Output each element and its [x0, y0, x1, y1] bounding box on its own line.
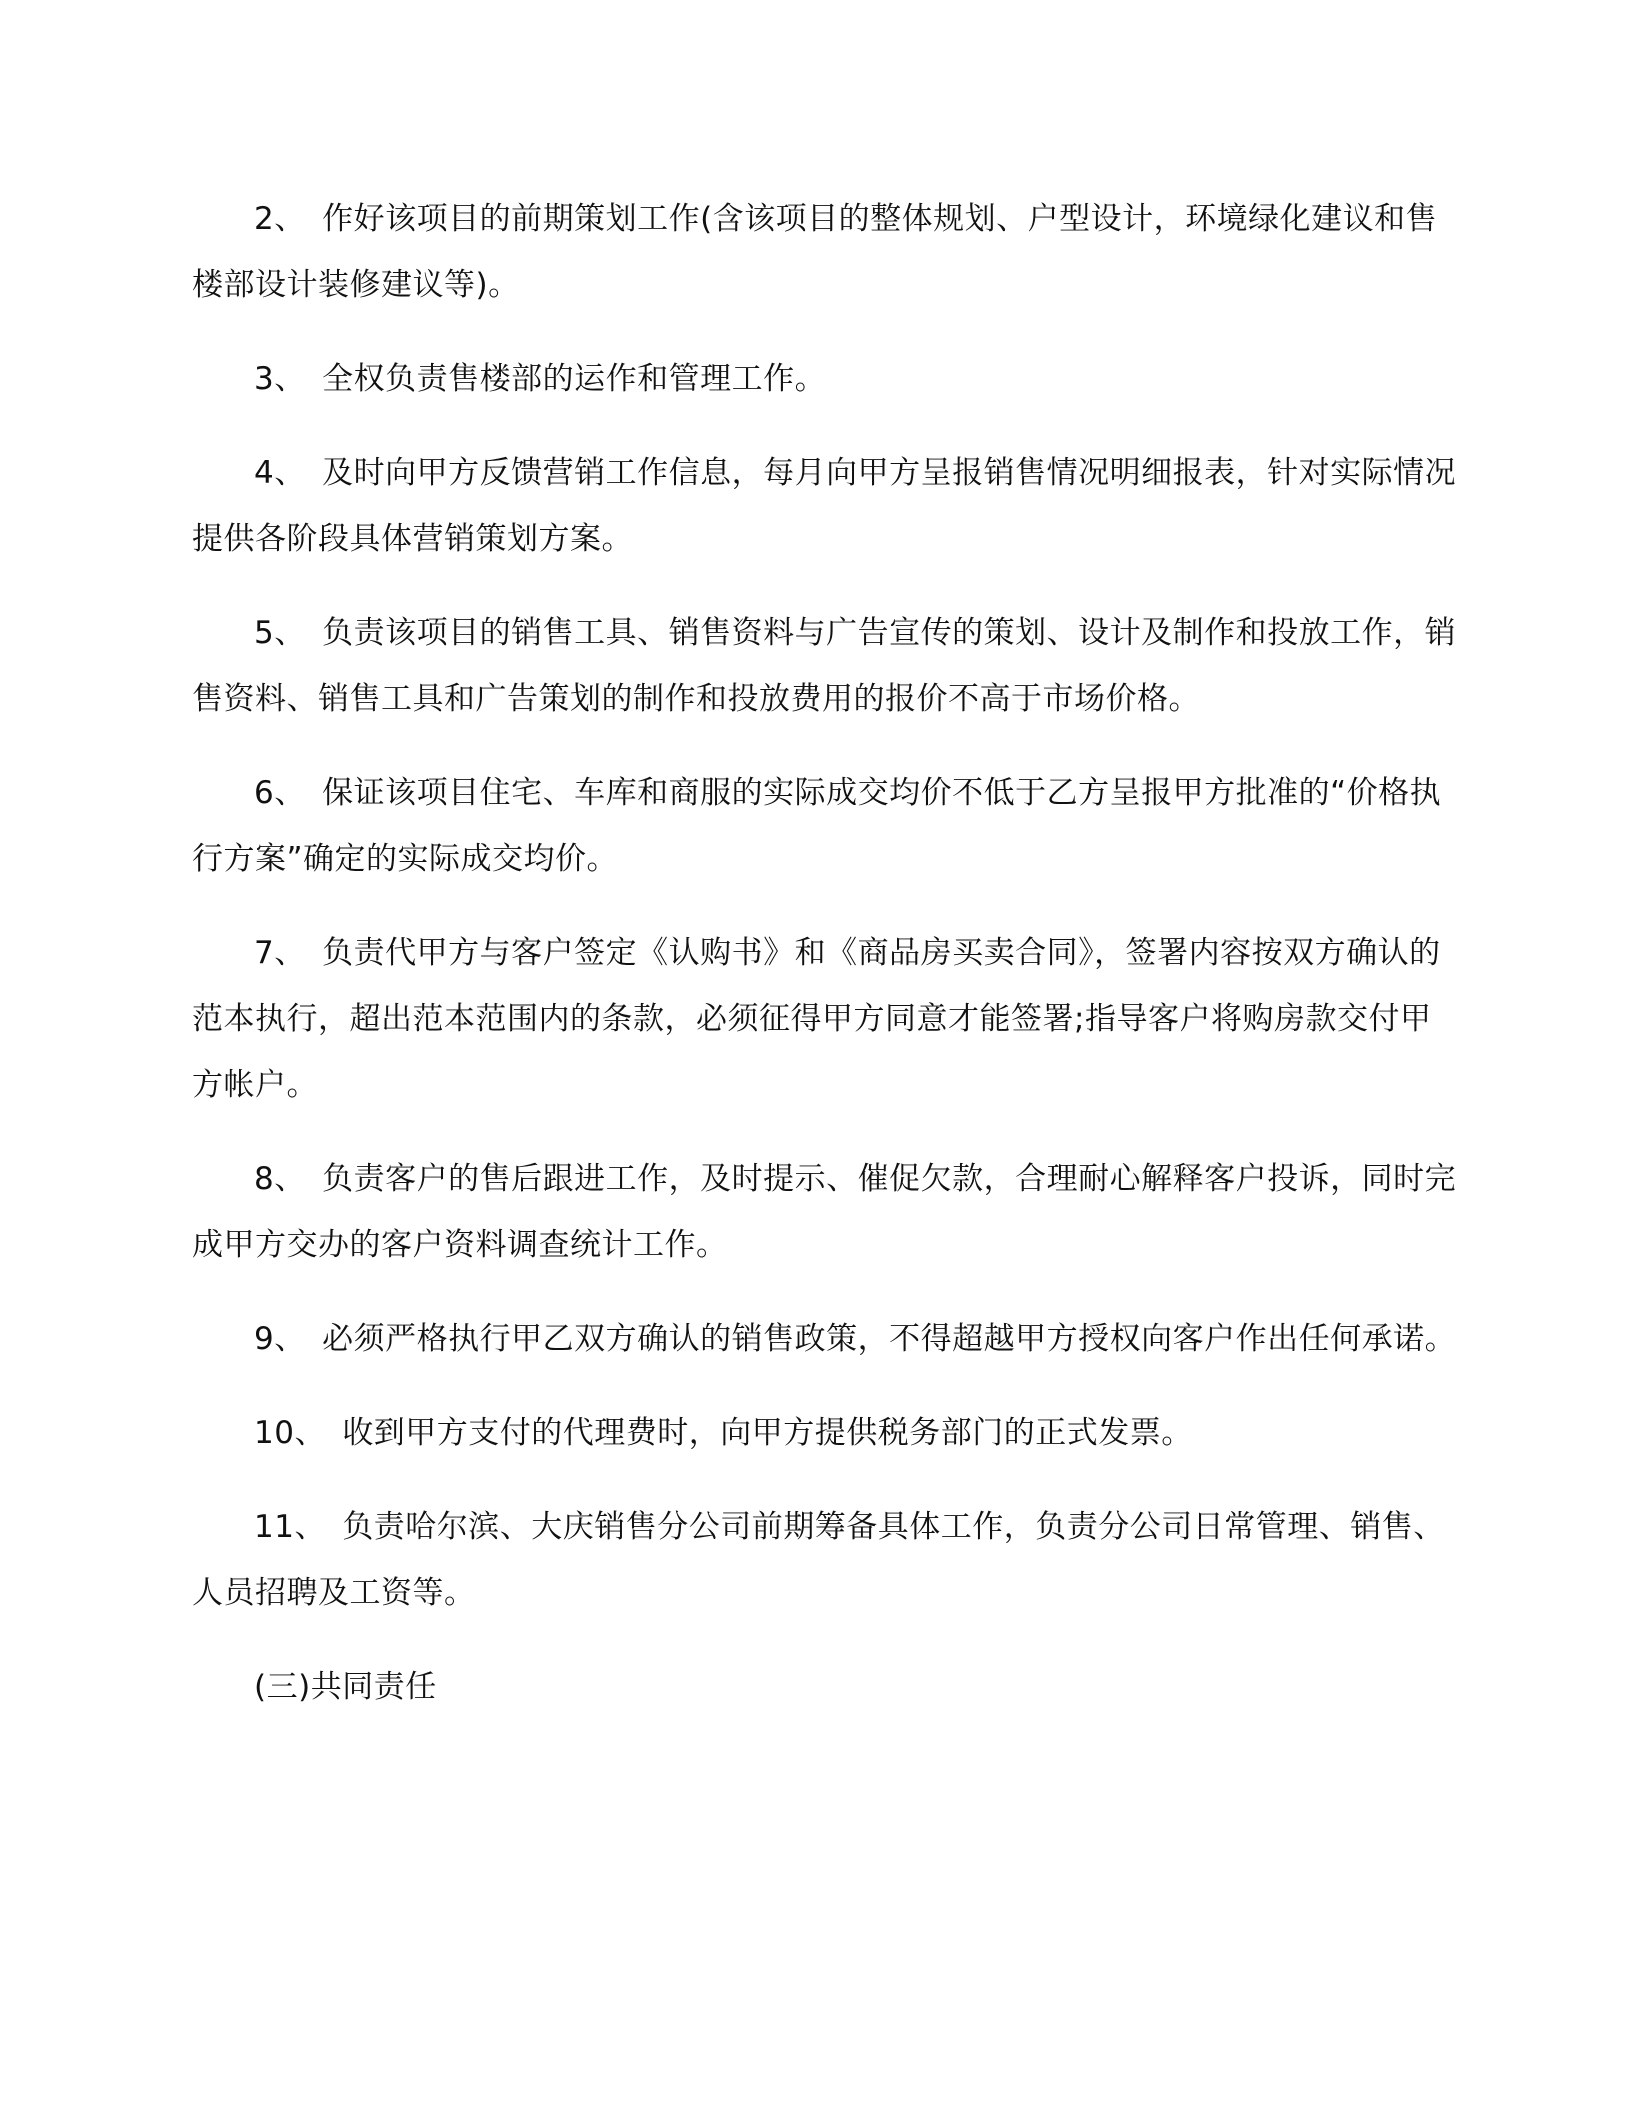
paragraph-text: 负责哈尔滨、大庆销售分公司前期筹备具体工作，负责分公司日常管理、销售、人员招聘及工资等。: [192, 1509, 1445, 1611]
section-heading: (三)共同责任: [254, 1669, 437, 1705]
paragraph-text: 必须严格执行甲乙双方确认的销售政策，不得超越甲方授权向客户作出任何承诺。: [322, 1321, 1457, 1357]
paragraph-number: 10、: [254, 1415, 326, 1451]
paragraph-item-9: [192, 1306, 1462, 1372]
paragraph-number: 5、: [254, 615, 306, 651]
paragraph-number: 4、: [254, 455, 306, 491]
paragraph-item-4: [192, 440, 1462, 572]
paragraph-item-6: [192, 760, 1462, 892]
paragraph-item-2: [192, 186, 1462, 318]
paragraph-item-5: [192, 600, 1462, 732]
paragraph-number: 7、: [254, 935, 306, 971]
paragraph-number: 6、: [254, 775, 306, 811]
paragraph-text: 收到甲方支付的代理费时，向甲方提供税务部门的正式发票。: [342, 1415, 1193, 1451]
paragraph-number: 9、: [254, 1321, 306, 1357]
paragraph-number: 11、: [254, 1509, 326, 1545]
paragraph-text: 保证该项目住宅、车库和商服的实际成交均价不低于乙方呈报甲方批准的“价格执行方案”确定的实际成交均价。: [192, 775, 1442, 877]
paragraph-item-8: [192, 1146, 1462, 1278]
paragraph-number: 2、: [254, 201, 306, 237]
paragraph-item-10: [192, 1400, 1462, 1466]
paragraph-item-11: [192, 1494, 1462, 1626]
document-body: [192, 186, 1462, 1720]
paragraph-item-3: [192, 346, 1462, 412]
paragraph-text: 负责客户的售后跟进工作，及时提示、催促欠款，合理耐心解释客户投诉，同时完成甲方交办的客户资料调查统计工作。: [192, 1161, 1457, 1263]
paragraph-text: 负责代甲方与客户签定《认购书》和《商品房买卖合同》，签署内容按双方确认的范本执行，超出范本范围内的条款，必须征得甲方同意才能签署;指导客户将购房款交付甲方帐户。: [192, 935, 1441, 1103]
paragraph-number: 8、: [254, 1161, 306, 1197]
paragraph-text: 及时向甲方反馈营销工作信息，每月向甲方呈报销售情况明细报表，针对实际情况提供各阶段具体营销策划方案。: [192, 455, 1457, 557]
paragraph-text: 全权负责售楼部的运作和管理工作。: [322, 361, 827, 397]
paragraph-text: 负责该项目的销售工具、销售资料与广告宣传的策划、设计及制作和投放工作，销售资料、销售工具和广告策划的制作和投放费用的报价不高于市场价格。: [192, 615, 1457, 717]
paragraph-number: 3、: [254, 361, 306, 397]
paragraph-text: 作好该项目的前期策划工作(含该项目的整体规划、户型设计，环境绿化建议和售楼部设计装修建议等)。: [192, 201, 1438, 303]
paragraph-item-7: [192, 920, 1462, 1118]
